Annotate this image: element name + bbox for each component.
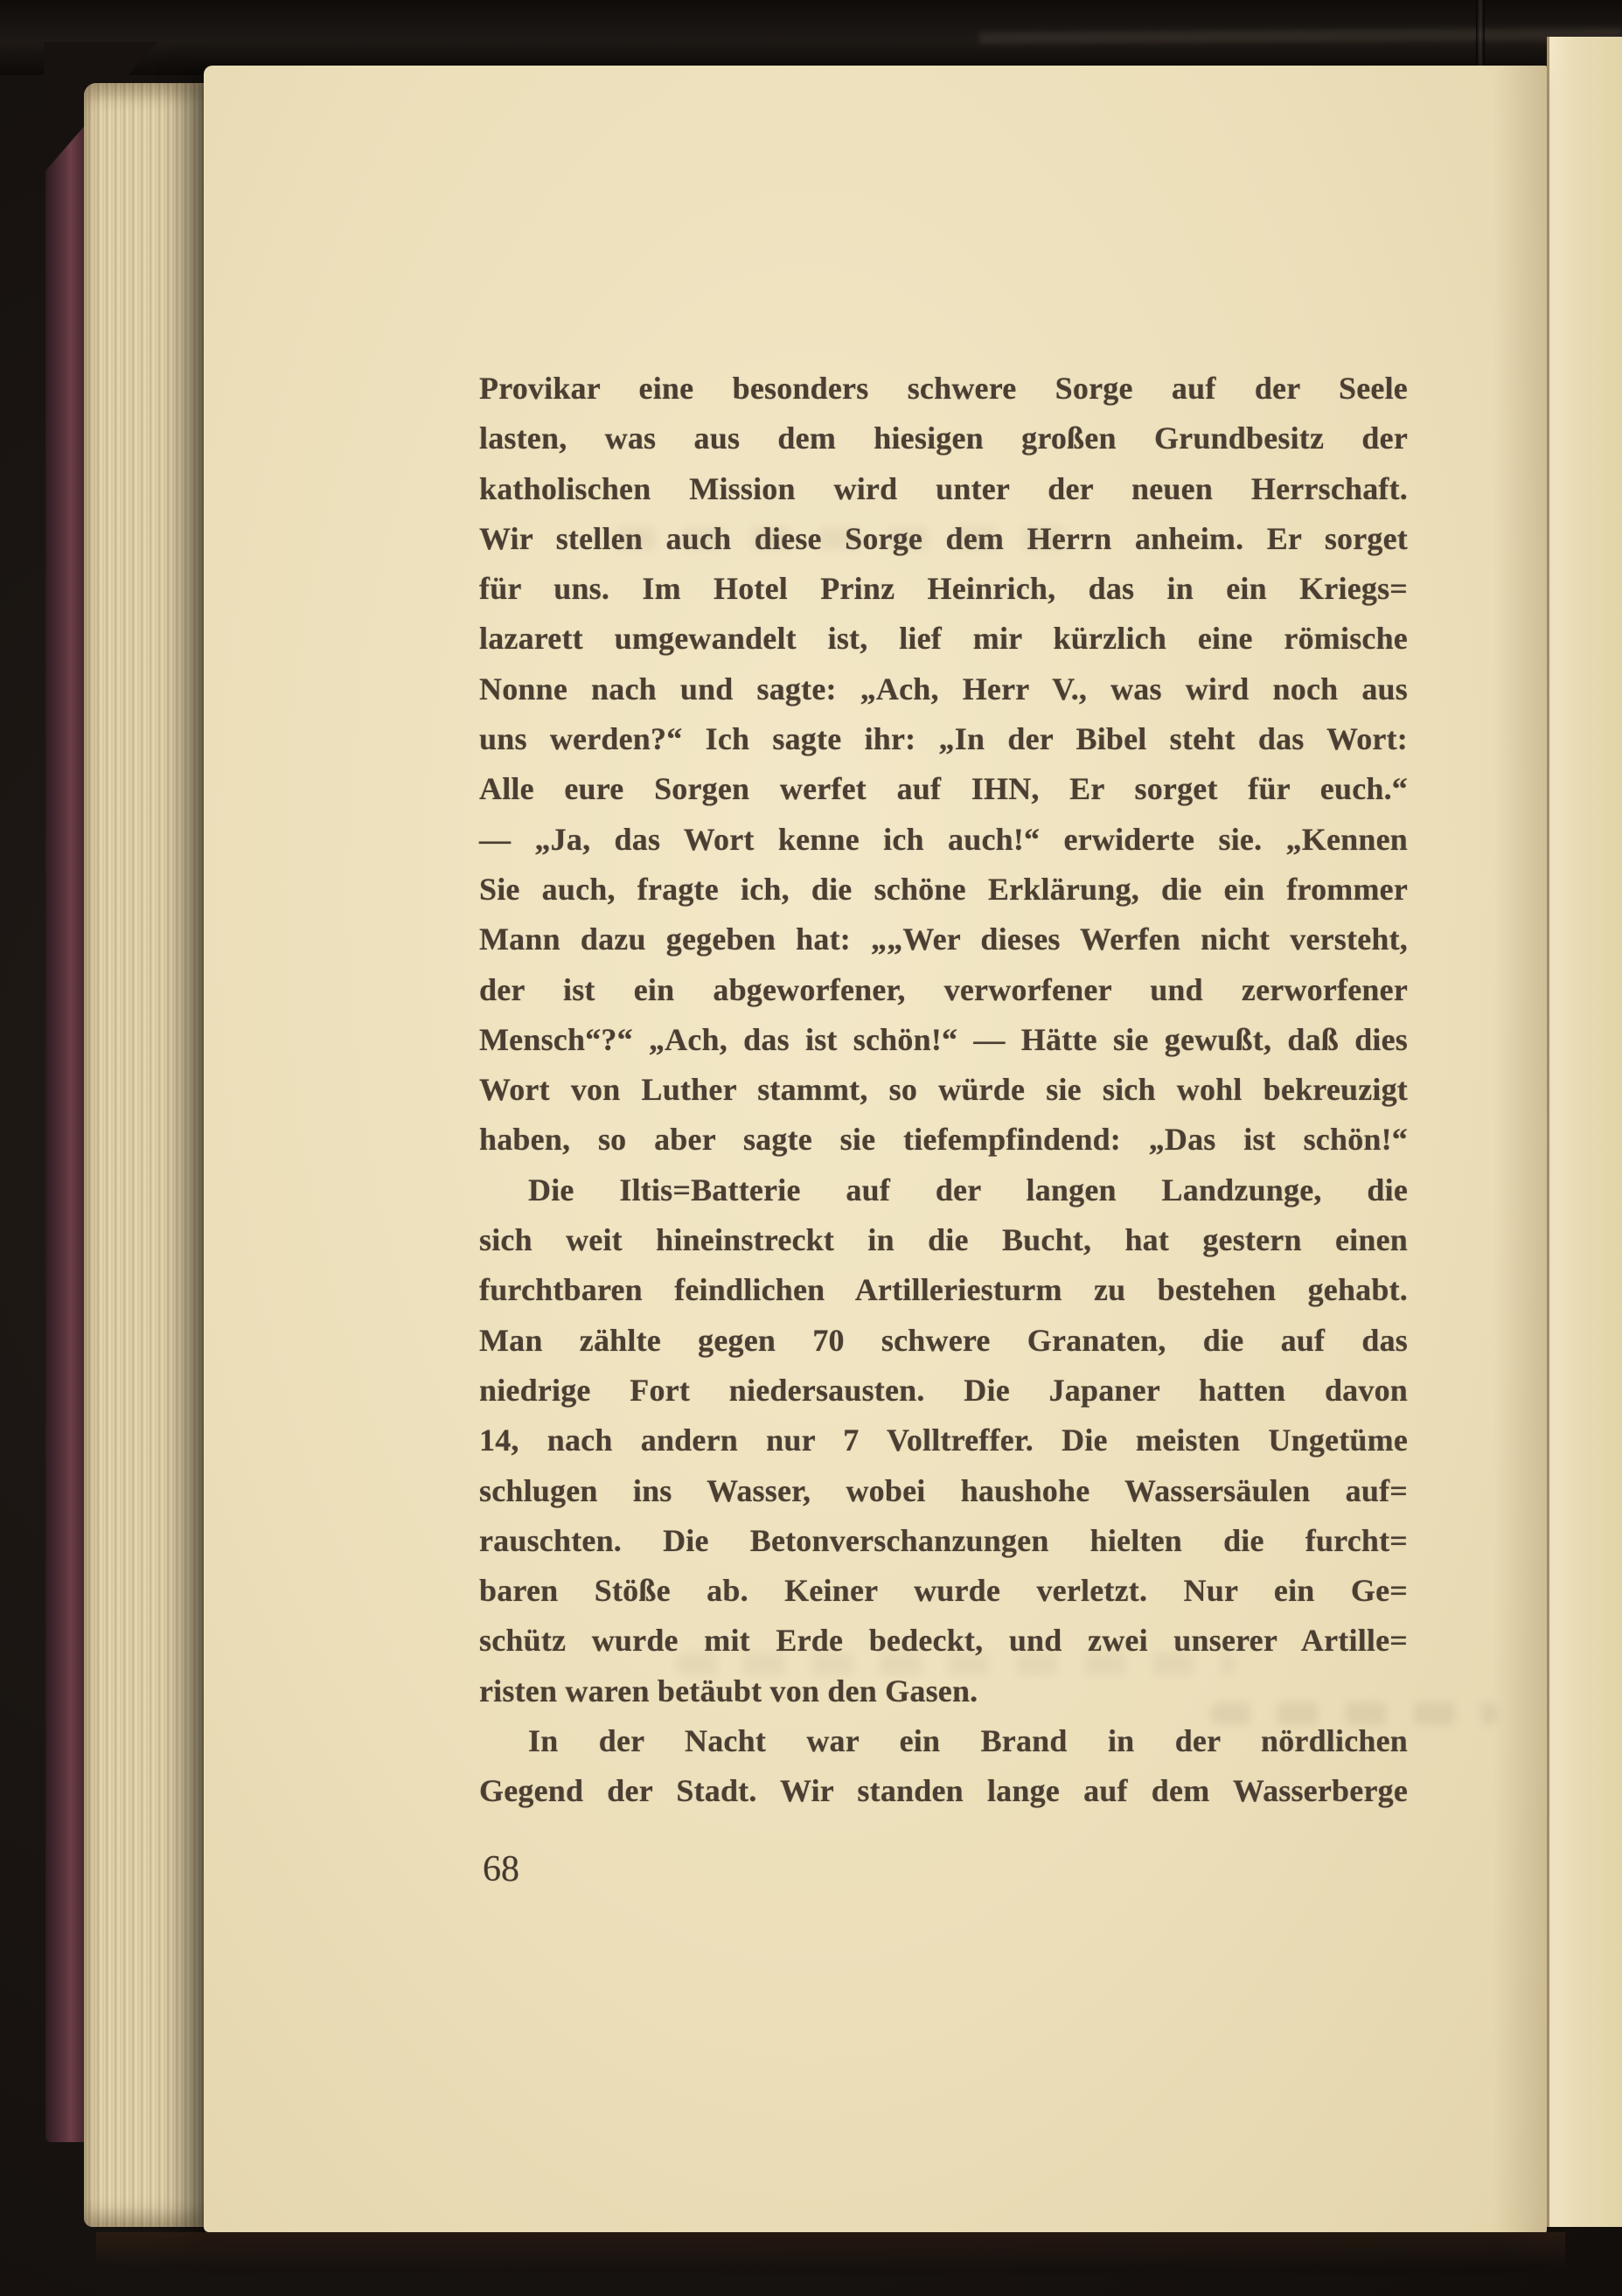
page-number: 68 [483, 1849, 519, 1889]
text-line: Provikar eine besonders schwere Sorge auf der Seele [479, 371, 1408, 406]
text-line: Mensch“?“ „Ach, das ist schön!“ — Hätte sie gewußt, daß dies [479, 1021, 1408, 1057]
text-line: Man zählte gegen 70 schwere Granaten, die auf das [479, 1322, 1408, 1358]
text-line: lazarett umgewandelt ist, lief mir kürzlich eine römische [479, 621, 1408, 657]
text-line: schütz wurde mit Erde bedeckt, und zwei unserer Artille= [479, 1623, 1408, 1659]
book-page [204, 66, 1547, 2232]
text-line: baren Stöße ab. Keiner wurde verletzt. Nur ein Ge= [479, 1573, 1408, 1609]
text-line: sich weit hineinstreckt in die Bucht, hat gestern einen [479, 1222, 1408, 1258]
text-line: furchtbaren feindlichen Artilleriesturm zu bestehen gehabt. [479, 1272, 1408, 1308]
text-line: risten waren betäubt von den Gasen. [479, 1673, 978, 1708]
text-line: In der Nacht war ein Brand in der nördlichen [528, 1723, 1408, 1759]
text-line: lasten, was aus dem hiesigen großen Grundbesitz der [479, 421, 1408, 456]
text-line: der ist ein abgeworfener, verworfener und zerworfener [479, 971, 1408, 1007]
text-line: für uns. Im Hotel Prinz Heinrich, das in ein Kriegs= [479, 571, 1408, 607]
text-line: Alle eure Sorgen werfet auf IHN, Er sorget für euch.“ [479, 771, 1408, 807]
text-line: katholischen Mission wird unter der neuen Herrschaft. [479, 470, 1408, 506]
text-line: Mann dazu gegeben hat: „„Wer dieses Werfen nicht versteht, [479, 922, 1408, 957]
spine-groove [1476, 0, 1485, 68]
text-line: haben, so aber sagte sie tiefempfindend: „Das ist schön!“ [479, 1122, 1408, 1158]
text-line: 14, nach andern nur 7 Volltreffer. Die meisten Ungetüme [479, 1423, 1408, 1458]
text-line: Wir stellen auch diese Sorge dem Herrn anheim. Er sorget [479, 520, 1408, 556]
text-line: Wort von Luther stammt, so würde sie sich wohl bekreuzigt [479, 1072, 1408, 1108]
page-edges-stack [84, 83, 206, 2227]
text-line: niedrige Fort niedersausten. Die Japaner hatten davon [479, 1372, 1408, 1408]
text-line: uns werden?“ Ich sagte ihr: „In der Bibel steht das Wort: [479, 721, 1408, 757]
text-line: rauschten. Die Betonverschanzungen hielten die furcht= [479, 1522, 1408, 1558]
page-bottom-shadow [96, 2232, 1565, 2269]
text-line: Sie auch, fragte ich, die schöne Erklärung, die ein frommer [479, 871, 1408, 907]
book-cover-left-edge [45, 51, 87, 2142]
facing-page-edge [1547, 37, 1622, 2227]
text-line: — „Ja, das Wort kenne ich auch!“ erwiderte sie. „Kennen [479, 821, 1408, 857]
text-line: Gegend der Stadt. Wir standen lange auf dem Wasserberge [479, 1773, 1408, 1809]
text-line: schlugen ins Wasser, wobei haushohe Wassersäulen auf= [479, 1472, 1408, 1508]
text-line: Die Iltis=Batterie auf der langen Landzunge, die [528, 1172, 1408, 1207]
text-line: Nonne nach und sagte: „Ach, Herr V., was wird noch aus [479, 671, 1408, 706]
page-text-block [479, 364, 1408, 1817]
